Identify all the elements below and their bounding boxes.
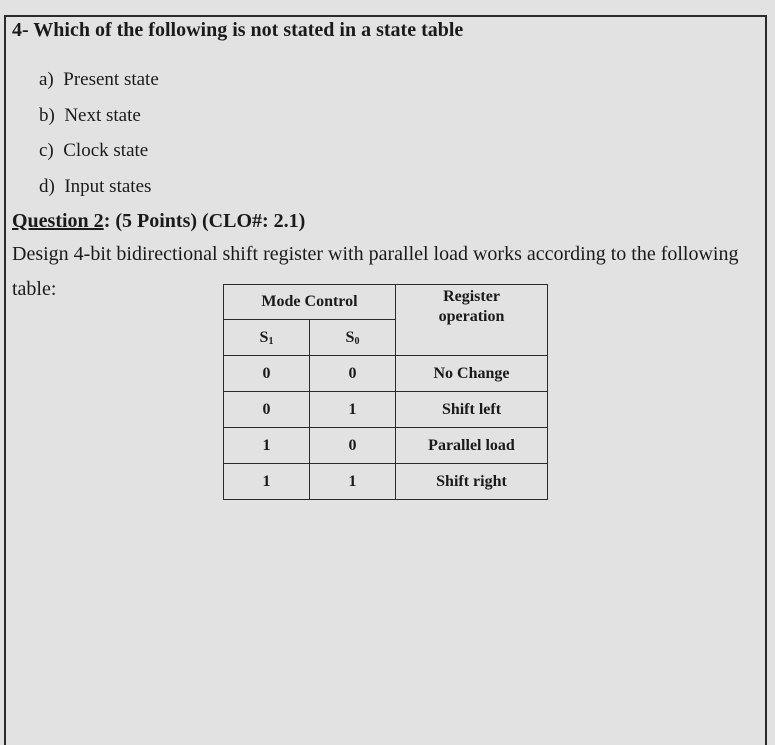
question-2-points: : (5 Points) (CLO#: 2.1) xyxy=(103,210,306,232)
cell-s1: 0 xyxy=(224,356,310,392)
cell-s0: 0 xyxy=(310,356,396,392)
question-4-title: 4- Which of the following is not stated in a state table xyxy=(12,19,464,41)
cell-operation: Shift left xyxy=(396,392,548,428)
register-operation-line2: operation xyxy=(438,308,505,325)
register-operation-line1: Register xyxy=(443,288,500,305)
option-c: c) Clock state xyxy=(39,140,149,161)
cell-s0: 1 xyxy=(310,392,396,428)
cell-operation: Parallel load xyxy=(396,428,548,464)
mode-control-header: Mode Control xyxy=(224,285,396,320)
mode-control-table-wrap xyxy=(223,284,548,500)
cell-s1: 1 xyxy=(224,428,310,464)
s1-header: $S_1$ xyxy=(224,320,310,356)
table-row xyxy=(224,356,548,392)
question-2-text: Design 4-bit bidirectional shift register with parallel load works according to the following table: xyxy=(12,243,739,300)
option-a: a) Present state xyxy=(39,69,159,90)
answer-options xyxy=(39,68,159,210)
table-row xyxy=(224,392,548,428)
s0-header: $S_0$ xyxy=(310,320,396,356)
question-2-label: Question 2 xyxy=(12,210,104,232)
cell-operation: Shift right xyxy=(396,464,548,500)
cell-s1: 0 xyxy=(224,392,310,428)
question-2-heading xyxy=(12,210,305,233)
table-row xyxy=(224,464,548,500)
mode-control-table xyxy=(223,284,548,500)
table-row xyxy=(224,428,548,464)
register-operation-header xyxy=(396,285,548,356)
cell-s1: 1 xyxy=(224,464,310,500)
cell-operation: No Change xyxy=(396,356,548,392)
cell-s0: 0 xyxy=(310,428,396,464)
option-d: d) Input states xyxy=(39,175,152,197)
option-b: b) Next state xyxy=(39,104,141,126)
cell-s0: 1 xyxy=(310,464,396,500)
